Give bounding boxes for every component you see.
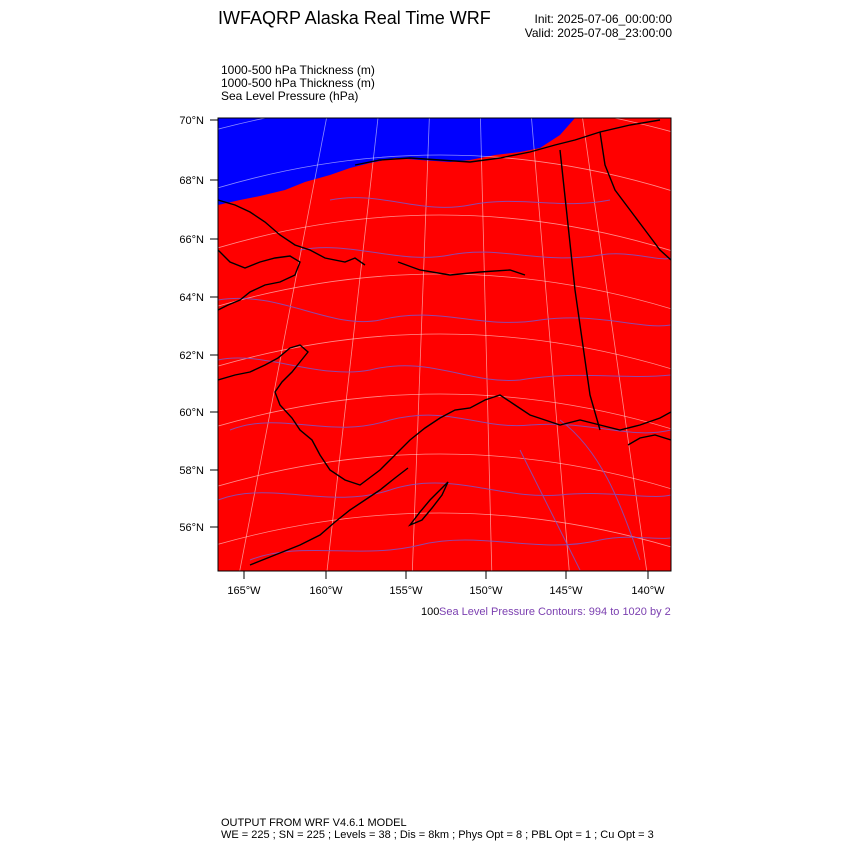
lat-ticks: [210, 120, 218, 527]
field-label-thickness-2: 1000-500 hPa Thickness (m): [221, 76, 375, 90]
lat-label-56: 56°N: [179, 522, 204, 534]
lon-ticks: [244, 571, 648, 579]
field-label-slp: Sea Level Pressure (hPa): [221, 89, 359, 103]
lat-label-66: 66°N: [179, 234, 204, 246]
lon-label-150: 150°W: [469, 585, 503, 597]
lon-label-160: 160°W: [309, 585, 343, 597]
lat-label-60: 60°N: [179, 407, 204, 419]
lon-label-145: 145°W: [549, 585, 583, 597]
valid-time: Valid: 2025-07-08_23:00:00: [524, 26, 672, 40]
lat-label-70: 70°N: [179, 115, 204, 127]
plot-title: IWFAQRP Alaska Real Time WRF: [218, 8, 491, 28]
lon-labels: [227, 585, 665, 597]
init-time: Init: 2025-07-06_00:00:00: [534, 12, 672, 26]
lon-label-155: 155°W: [389, 585, 423, 597]
footer-config-line: WE = 225 ; SN = 225 ; Levels = 38 ; Dis = 8km ; Phys Opt = 8 ; PBL Opt = 1 ; Cu Opt = 3: [221, 829, 654, 841]
lat-label-58: 58°N: [179, 465, 204, 477]
field-label-thickness-1: 1000-500 hPa Thickness (m): [221, 63, 375, 77]
lon-label-165: 165°W: [227, 585, 261, 597]
footer-model-line: OUTPUT FROM WRF V4.6.1 MODEL: [221, 817, 407, 829]
lat-label-68: 68°N: [179, 175, 204, 187]
legend-number: 100: [421, 606, 440, 618]
lat-label-64: 64°N: [179, 292, 204, 304]
lon-label-140: 140°W: [631, 585, 665, 597]
lat-labels: [179, 115, 204, 534]
legend-contour-info: Sea Level Pressure Contours: 994 to 1020 by 2: [439, 606, 671, 618]
lat-label-62: 62°N: [179, 350, 204, 362]
